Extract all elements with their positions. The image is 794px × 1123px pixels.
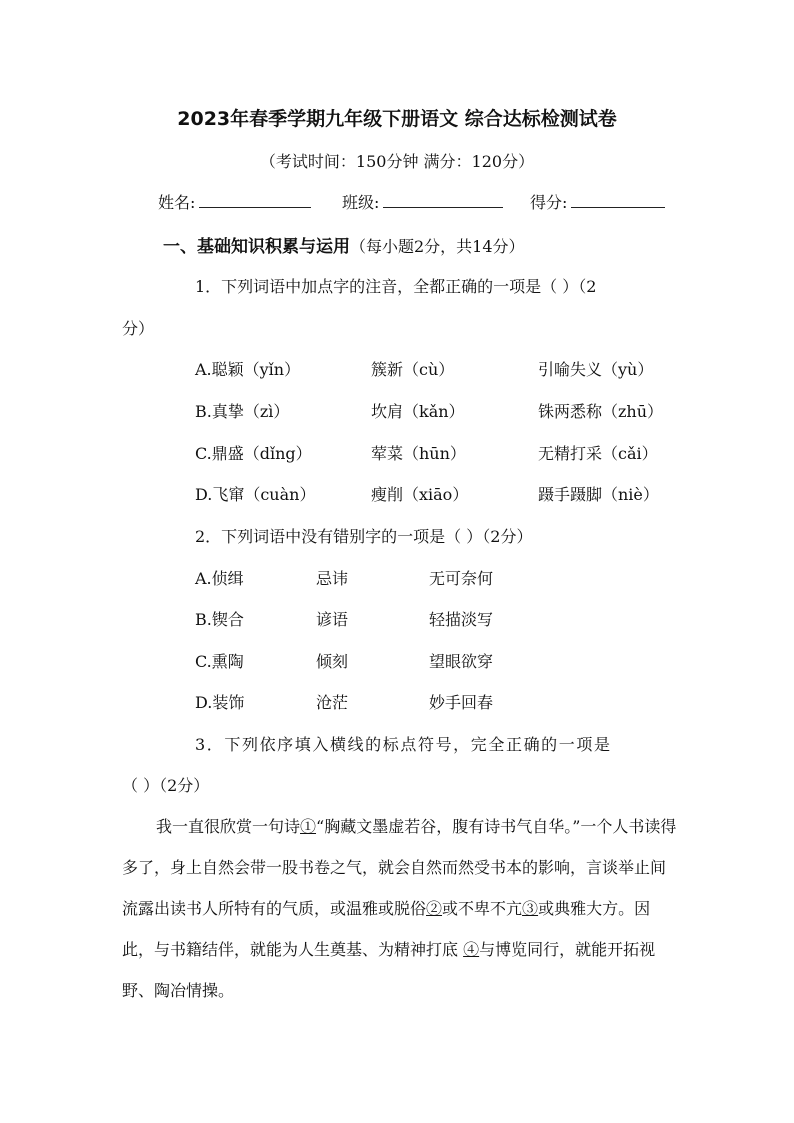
q3-passage-part5: 与博览同行，就能开拓视野、陶冶情操。 [122,940,656,1000]
q2-option-c-1: C.熏陶 [195,652,244,671]
q1-option-b-2: 坎肩（kǎn） [371,402,465,421]
section-1-heading [163,232,525,257]
name-blank [199,193,311,208]
q1-option-c-2: 荤菜（hūn） [371,444,466,463]
blank-marker-1: ① [300,817,317,836]
exam-title: 2023年春季学期九年级下册语文 综合达标检测试卷 [177,108,617,130]
q2-option-a-2: 忌讳 [316,569,349,588]
name-label: 姓名: [158,193,196,212]
q3-stem-line1: 3．下列依序填入横线的标点符号，完全正确的一项是 [195,735,612,754]
name-field [158,190,311,213]
q2-option-b-1: B.锲合 [195,610,244,629]
q2-option-b-2: 谚语 [316,610,349,629]
q1-stem-line1: 1．下列词语中加点字的注音，全都正确的一项是（ ）（2 [195,277,597,296]
blank-marker-2: ② [426,899,443,918]
blank-marker-3: ③ [522,899,539,918]
q1-stem-line2: 分） [122,319,155,338]
score-label: 得分: [530,193,568,212]
score-blank [571,193,665,208]
blank-marker-4: ④ [463,940,480,959]
q3-passage-part2: “胸藏文墨虚若谷，腹有诗书气自华。”一个人书读得多了，身上自然会带一股书卷之气，就会自然而然受书本的影响，言谈举止间流露出读书人所特有的气质，或温雅或脱俗 [122,817,677,918]
class-blank [383,193,503,208]
q2-option-d-3: 妙手回春 [429,693,494,712]
q1-option-c-3: 无精打采（cǎi） [538,444,658,463]
class-field [342,190,503,213]
q3-passage-part4: 或典雅大方。因此，与书籍结伴，就能为人生奠基、为精神打底 [122,899,651,959]
q2-option-c-2: 倾刻 [316,652,349,671]
q2-option-d-1: D.装饰 [195,693,245,712]
q2-option-a-1: A.侦缉 [195,569,244,588]
q3-passage [122,806,678,1011]
q2-option-c-3: 望眼欲穿 [429,652,494,671]
q1-option-a-3: 引喻失义（yù） [538,360,654,379]
q1-option-a-1: A.聪颖（yǐn） [195,360,301,379]
q1-option-d-1: D.飞窜（cuàn） [195,485,316,504]
class-label: 班级: [342,193,380,212]
q2-option-a-3: 无可奈何 [429,569,494,588]
q3-passage-part1: 我一直很欣赏一句诗 [156,817,301,836]
q2-option-b-3: 轻描淡写 [429,610,494,629]
exam-subtitle: （考试时间：150分钟 满分：120分） [259,152,535,171]
q3-stem-line2: （ ）（2分） [122,776,210,795]
q1-option-a-2: 簇新（cù） [371,360,455,379]
q2-option-d-2: 沧茫 [316,693,349,712]
q1-option-b-3: 铢两悉称（zhū） [538,402,664,421]
score-field [530,190,665,213]
q3-passage-part3: 或不卑不亢 [442,899,523,918]
section-1-title: 一、基础知识积累与运用 [163,237,350,257]
q2-stem: 2．下列词语中没有错别字的一项是（ ）（2分） [195,527,533,546]
q1-option-d-2: 瘦削（xiāo） [371,485,469,504]
q1-option-d-3: 蹑手蹑脚（niè） [538,485,659,504]
section-1-note: （每小题2分，共14分） [350,237,525,256]
q1-option-c-1: C.鼎盛（dǐng） [195,444,312,463]
q1-option-b-1: B.真挚（zì） [195,402,290,421]
